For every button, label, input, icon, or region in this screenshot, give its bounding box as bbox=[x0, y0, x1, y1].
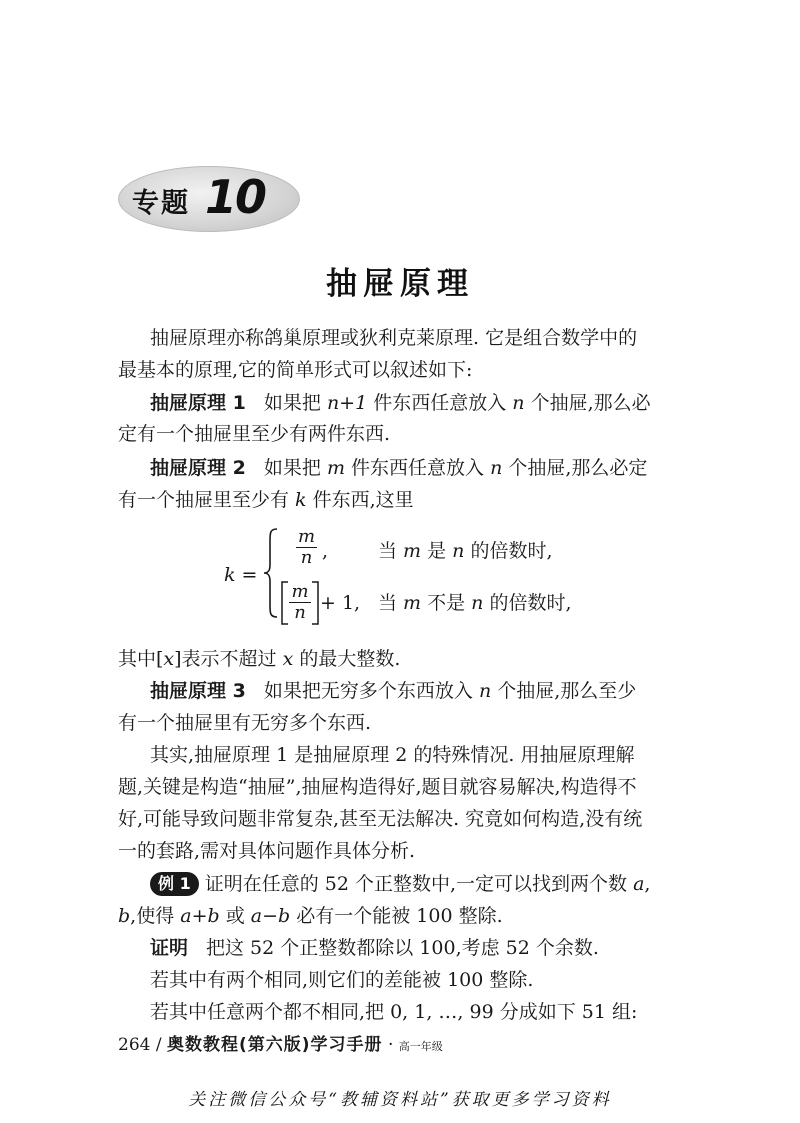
fraction-denominator: n bbox=[300, 547, 313, 568]
text: 个抽屉,那么必定 bbox=[502, 457, 648, 479]
fraction-numerator: m bbox=[298, 526, 316, 547]
principle-1-label: 抽屉原理 1 bbox=[150, 392, 246, 414]
remark-line-4: 一的套路,需对具体问题作具体分析. bbox=[118, 840, 416, 862]
text: ,使得 bbox=[130, 905, 181, 927]
text: 把这 52 个正整数都除以 100,考虑 52 个余数. bbox=[206, 937, 599, 959]
book-title: 奥数教程(第六版)学习手册 bbox=[167, 1035, 383, 1055]
text: 当 bbox=[378, 540, 404, 562]
intro-line-2: 最基本的原理,它的简单形式可以叙述如下: bbox=[118, 359, 473, 381]
case-1-comma: , bbox=[322, 540, 329, 562]
math-var: m bbox=[403, 592, 422, 614]
text: 的倍数时, bbox=[464, 540, 553, 562]
topic-badge-label: 专题 bbox=[132, 188, 190, 219]
text: 当 bbox=[378, 592, 404, 614]
case-1-condition bbox=[378, 538, 553, 564]
proof-line-3: 若其中任意两个都不相同,把 0, 1, …, 99 分成如下 51 组: bbox=[150, 1001, 638, 1023]
math-var: x bbox=[282, 648, 294, 670]
remark-line-3: 好,可能导致问题非常复杂,甚至无法解决. 究竟如何构造,没有统 bbox=[118, 808, 643, 830]
math-expr: n+1 bbox=[326, 392, 368, 414]
fraction-denominator: n bbox=[294, 602, 306, 623]
intro-line-1: 抽屉原理亦称鸽巢原理或狄利克莱原理. 它是组合数学中的 bbox=[150, 327, 638, 349]
case-2-condition bbox=[378, 590, 572, 616]
math-expr: a−b bbox=[250, 905, 291, 927]
principle-3-line-1 bbox=[150, 678, 636, 704]
text: 个抽屉,那么至少 bbox=[491, 680, 637, 702]
math-var: m bbox=[326, 457, 345, 479]
watermark-text: 关注微信公众号“教辅资料站”获取更多学习资料 bbox=[188, 1090, 612, 1110]
math-var: n bbox=[471, 592, 484, 614]
principle-3-line-2: 有一个抽屉里有无穷多个东西. bbox=[118, 712, 372, 734]
case-2-plus-one: + 1, bbox=[320, 592, 361, 614]
text: 件东西任意放入 bbox=[367, 392, 513, 414]
math-expr: a+b bbox=[180, 905, 220, 927]
remark-line-2: 题,关键是构造“抽屉”,抽屉构造得好,题目就容易解决,构造得不 bbox=[118, 776, 637, 798]
principle-1-line-1 bbox=[150, 390, 651, 416]
text: 如果把无穷多个东西放入 bbox=[263, 680, 479, 702]
principle-2-line-1 bbox=[150, 455, 647, 481]
brace-icon bbox=[262, 527, 280, 619]
case-1-fraction bbox=[296, 527, 317, 568]
proof-line-2: 若其中有两个相同,则它们的差能被 100 整除. bbox=[150, 969, 534, 991]
text: 不是 bbox=[421, 592, 472, 614]
math-var: x bbox=[163, 648, 175, 670]
principle-3-label: 抽屉原理 3 bbox=[150, 680, 246, 702]
principle-2-line-2 bbox=[118, 487, 414, 513]
page-footer bbox=[118, 1030, 443, 1055]
case-2-fraction bbox=[286, 582, 314, 623]
floor-definition bbox=[118, 646, 400, 672]
math-var: n bbox=[490, 457, 503, 479]
principle-1-line-2: 定有一个抽屉里至少有两件东西. bbox=[118, 423, 391, 445]
fraction-numerator: m bbox=[291, 581, 309, 602]
example-1-line-1 bbox=[150, 871, 650, 897]
grade-label: 高一年级 bbox=[398, 1040, 443, 1053]
principle-2-label: 抽屉原理 2 bbox=[150, 457, 246, 479]
remark-line-1: 其实,抽屉原理 1 是抽屉原理 2 的特殊情况. 用抽屉原理解 bbox=[150, 744, 635, 766]
text: 是 bbox=[421, 540, 453, 562]
math-var: n bbox=[478, 680, 492, 702]
math-var: k bbox=[295, 489, 307, 511]
example-badge: 例 1 bbox=[150, 872, 199, 896]
text: 件东西任意放入 bbox=[344, 457, 491, 479]
proof-line-1 bbox=[150, 935, 599, 961]
text: ]表示不超过 bbox=[174, 648, 283, 670]
text: 件东西,这里 bbox=[306, 489, 414, 511]
text: 如果把 bbox=[263, 457, 327, 479]
topic-badge-number: 10 bbox=[205, 170, 266, 224]
text: 必有一个能被 100 整除. bbox=[290, 905, 503, 927]
text: 如果把 bbox=[263, 392, 327, 414]
text: 个抽屉,那么必 bbox=[524, 392, 651, 414]
text: 的倍数时, bbox=[483, 592, 572, 614]
math-var: a bbox=[633, 873, 645, 895]
math-var: n bbox=[512, 392, 525, 414]
text: 证明在任意的 52 个正整数中,一定可以找到两个数 bbox=[204, 873, 634, 895]
page-title: 抽屉原理 bbox=[326, 266, 474, 302]
formula-lhs: k = bbox=[224, 564, 258, 586]
proof-label: 证明 bbox=[150, 937, 189, 959]
text: 有一个抽屉里至少有 bbox=[118, 489, 296, 511]
text: , bbox=[644, 873, 651, 895]
text: 或 bbox=[219, 905, 251, 927]
example-1-line-2 bbox=[118, 903, 503, 929]
math-var: m bbox=[403, 540, 422, 562]
math-var: n bbox=[452, 540, 465, 562]
math-var: b bbox=[118, 905, 131, 927]
page-number: 264 / bbox=[118, 1035, 162, 1055]
text: 其中[ bbox=[118, 648, 164, 670]
text: 的最大整数. bbox=[293, 648, 401, 670]
footer-dot: · bbox=[387, 1035, 394, 1055]
